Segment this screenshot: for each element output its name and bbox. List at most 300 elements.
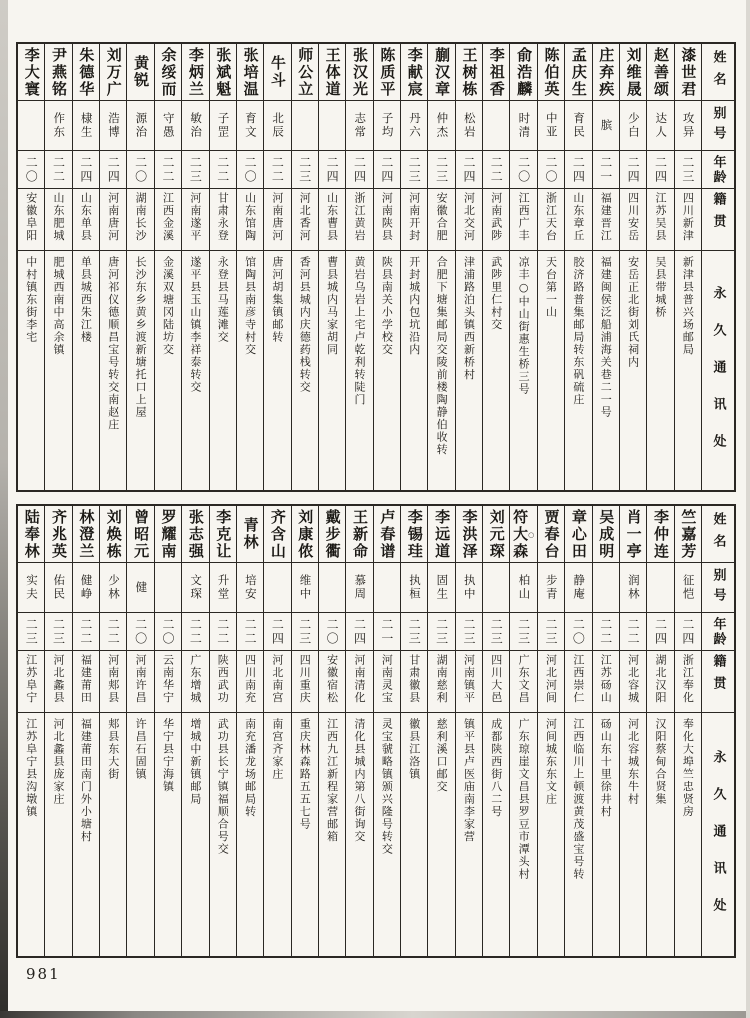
person-age: 二四: [653, 155, 668, 184]
name-cell: [647, 44, 673, 101]
native-place-cell: [620, 651, 646, 713]
person-column: [236, 506, 263, 956]
native-place-cell: [73, 189, 99, 251]
person-alias: 润林: [626, 574, 641, 601]
header-column: [701, 506, 734, 956]
person-native-place: 河南武陟: [489, 192, 503, 242]
person-name: 尹燕铭: [50, 46, 69, 98]
person-age: 二四: [680, 617, 695, 646]
alias-cell: [428, 101, 454, 151]
header-address-cell: [702, 713, 734, 956]
age-cell: [620, 613, 646, 651]
age-cell: [428, 151, 454, 189]
person-alias: 攻异: [681, 112, 696, 139]
native-place-cell: [45, 189, 71, 251]
person-native-place: 四川安岳: [626, 192, 640, 242]
alias-cell: [210, 563, 236, 613]
person-address: 郏县东大街: [106, 718, 120, 781]
person-age: 二四: [352, 155, 367, 184]
person-age: 二三: [516, 617, 531, 646]
alias-cell: [264, 563, 290, 613]
age-cell: [401, 613, 427, 651]
age-cell: [264, 613, 290, 651]
native-place-cell: [210, 651, 236, 713]
address-cell: [593, 251, 619, 490]
address-cell: [210, 251, 236, 490]
person-name: 刘万广: [104, 46, 123, 98]
person-name: 张汉光: [351, 46, 369, 98]
person-native-place: 湖南慈利: [435, 654, 449, 704]
person-age: 二三: [407, 617, 422, 646]
name-cell: [18, 44, 44, 101]
person-alias: 执桓: [407, 574, 422, 601]
person-age: 二三: [188, 155, 203, 184]
person-address: 胶济路普集邮局转东矾硫庄: [571, 256, 585, 406]
alias-cell: [45, 101, 71, 151]
person-name: 李克让: [214, 508, 233, 560]
age-cell: [127, 151, 153, 189]
native-place-cell: [374, 651, 400, 713]
native-place-cell: [292, 189, 318, 251]
person-native-place: 陕西武功: [216, 654, 230, 704]
name-cell: [428, 44, 454, 101]
address-cell: [100, 713, 126, 956]
name-cell: [127, 506, 153, 563]
page-number: 981: [26, 965, 61, 983]
person-column: [154, 506, 181, 956]
person-address: 金溪双塘冈陆坊交: [161, 256, 175, 356]
person-name: 庄弃疾: [597, 46, 616, 98]
alias-cell: [456, 563, 482, 613]
age-cell: [401, 151, 427, 189]
name-cell: [374, 506, 400, 563]
native-place-cell: [346, 651, 372, 713]
person-age: 二三: [297, 617, 312, 646]
person-name: 李洪泽: [460, 508, 479, 560]
person-native-place: 河北蠡县: [52, 654, 66, 704]
header-native-label: 籍贯: [710, 654, 726, 698]
name-cell: [538, 44, 564, 101]
native-place-cell: [237, 651, 263, 713]
address-cell: [538, 251, 564, 490]
address-cell: [346, 713, 372, 956]
person-age: 二四: [78, 155, 93, 184]
native-place-cell: [675, 189, 701, 251]
person-address: 吴县带城桥: [653, 256, 667, 319]
person-address: 江西临川上顿渡黄茂盛宝号转: [571, 718, 585, 881]
name-cell: [428, 506, 454, 563]
age-cell: [18, 151, 44, 189]
person-native-place: 河南陕县: [380, 192, 394, 242]
person-column: [646, 44, 673, 490]
name-cell: [675, 44, 701, 101]
alias-cell: [428, 563, 454, 613]
person-age: 二四: [379, 155, 394, 184]
person-alias: 浩博: [107, 112, 122, 139]
person-native-place: 河南清化: [353, 654, 366, 704]
person-address: 重庆林森路五五七号: [298, 718, 312, 831]
name-cell: [18, 506, 44, 563]
header-address-cell: [702, 251, 734, 490]
name-cell: [100, 506, 126, 563]
native-place-cell: [292, 651, 318, 713]
header-alias-label: 别号: [710, 105, 726, 146]
person-address: 江西九江新程家营邮箱: [325, 718, 339, 843]
person-name: 卢春谱: [378, 508, 397, 560]
name-cell: [647, 506, 673, 563]
register-table-bottom: [16, 504, 736, 958]
person-column: [373, 44, 400, 490]
person-address: 唐河胡集镇邮转: [270, 256, 284, 344]
person-column: [427, 44, 454, 490]
person-alias: 培安: [243, 574, 258, 601]
header-age-cell: [702, 613, 734, 651]
alias-cell: [18, 563, 44, 613]
person-alias: 执中: [462, 574, 477, 601]
address-cell: [182, 713, 208, 956]
age-cell: [100, 613, 126, 651]
person-name: 刘元琛: [487, 508, 506, 560]
address-cell: [456, 251, 482, 490]
name-cell: [292, 44, 318, 101]
address-cell: [647, 251, 673, 490]
person-column: [291, 44, 318, 490]
person-name: 俞浩麟: [515, 46, 534, 98]
alias-cell: [538, 563, 564, 613]
name-cell: [127, 44, 153, 101]
person-name: 王体道: [323, 46, 342, 98]
alias-cell: [647, 563, 673, 613]
age-cell: [155, 613, 181, 651]
alias-cell: [483, 101, 509, 151]
person-age: 二二: [626, 617, 641, 646]
person-age: 二三: [51, 617, 66, 646]
person-age: 二〇: [133, 155, 148, 184]
person-address: 镇平县卢医庙南李家营: [462, 718, 476, 843]
age-cell: [346, 151, 372, 189]
person-native-place: 河南郏县: [106, 654, 120, 704]
native-place-cell: [319, 651, 345, 713]
person-address: 永登县马莲滩交: [216, 256, 230, 344]
person-age: 二三: [297, 155, 312, 184]
person-alias: 慕周: [353, 574, 368, 601]
alias-cell: [182, 563, 208, 613]
age-cell: [538, 613, 564, 651]
name-cell: [264, 506, 290, 563]
alias-cell: [565, 101, 591, 151]
person-alias: 松岩: [462, 112, 477, 139]
age-cell: [593, 151, 619, 189]
address-cell: [565, 251, 591, 490]
name-cell: [155, 44, 181, 101]
person-name: 李炳兰: [186, 46, 205, 98]
person-column: [619, 44, 646, 490]
header-alias-cell: [702, 563, 734, 613]
native-place-cell: [100, 189, 126, 251]
person-address: 增城中新镇邮局: [188, 718, 202, 806]
name-cell: [155, 506, 181, 563]
person-name: 罗耀南: [159, 508, 178, 560]
age-cell: [210, 613, 236, 651]
name-cell: [401, 44, 427, 101]
person-native-place: 广东文昌: [517, 654, 531, 704]
age-cell: [483, 613, 509, 651]
person-native-place: 江西崇仁: [571, 654, 585, 704]
person-native-place: 河南镇平: [462, 654, 476, 704]
person-alias: 守愚: [161, 112, 176, 139]
person-age: 二〇: [243, 155, 258, 184]
alias-cell: [319, 563, 345, 613]
native-place-cell: [565, 651, 591, 713]
address-cell: [483, 251, 509, 490]
address-cell: [45, 251, 71, 490]
person-column: [427, 506, 454, 956]
address-cell: [319, 251, 345, 490]
alias-cell: [374, 101, 400, 151]
person-name: 刘康侬: [296, 508, 315, 560]
alias-cell: [127, 563, 153, 613]
person-address: 南宫齐家庄: [270, 718, 284, 781]
person-name: 李大寰: [22, 46, 41, 98]
name-cell: [264, 44, 290, 101]
address-cell: [374, 713, 400, 956]
person-column: [400, 44, 427, 490]
name-cell: [182, 506, 208, 563]
person-name: 曾昭元: [132, 508, 151, 560]
alias-cell: [675, 563, 701, 613]
person-alias: 棣生: [79, 112, 94, 139]
native-place-cell: [647, 189, 673, 251]
native-place-cell: [647, 651, 673, 713]
alias-cell: [100, 563, 126, 613]
native-place-cell: [374, 189, 400, 251]
person-name: 林澄兰: [77, 508, 96, 560]
person-column: [236, 44, 263, 490]
person-native-place: 湖南长沙: [134, 192, 148, 242]
native-place-cell: [155, 189, 181, 251]
native-place-cell: [483, 189, 509, 251]
person-column: [400, 506, 427, 956]
person-name: 张培温: [241, 46, 260, 98]
person-age: 二三: [434, 155, 449, 184]
person-column: [537, 44, 564, 490]
person-alias: 子均: [380, 112, 395, 139]
name-cell: [210, 506, 236, 563]
person-native-place: 河南开封: [407, 192, 421, 242]
person-alias: 源治: [134, 112, 149, 139]
person-name: 李祖香: [487, 46, 506, 98]
address-cell: [237, 251, 263, 490]
native-place-cell: [182, 651, 208, 713]
age-cell: [264, 151, 290, 189]
person-name: 刘维晟: [624, 46, 643, 98]
native-place-cell: [483, 651, 509, 713]
person-alias: 作东: [52, 112, 67, 139]
person-name: 师公立: [296, 46, 315, 98]
person-address: 开封城内包坑沿内: [407, 256, 421, 356]
person-name: 陈质平: [378, 46, 397, 98]
person-native-place: 河南唐河: [106, 192, 120, 242]
person-name: 牛斗: [268, 55, 287, 89]
native-place-cell: [264, 189, 290, 251]
person-native-place: 山东单县: [79, 192, 93, 242]
person-column: [181, 44, 208, 490]
alias-cell: [538, 101, 564, 151]
name-cell: [593, 44, 619, 101]
person-name: 陈伯英: [542, 46, 561, 98]
age-cell: [319, 151, 345, 189]
name-cell: [237, 506, 263, 563]
person-column: [263, 506, 290, 956]
person-name: 李仲连: [651, 508, 670, 560]
name-cell: [45, 506, 71, 563]
person-native-place: 江苏吴县: [653, 192, 667, 242]
header-address-label: 永久通讯处: [710, 285, 726, 471]
age-cell: [483, 151, 509, 189]
person-age: 二〇: [544, 155, 559, 184]
person-alias: 子罡: [216, 112, 231, 139]
alias-cell: [510, 563, 536, 613]
person-name: 贾春台: [542, 508, 561, 560]
person-age: 二三: [407, 155, 422, 184]
name-cell: [100, 44, 126, 101]
person-name: 戴步衢: [323, 508, 342, 560]
alias-cell: [155, 563, 181, 613]
person-column: [291, 506, 318, 956]
alias-cell: [73, 101, 99, 151]
alias-cell: [346, 101, 372, 151]
person-address: 曹县城内马家胡同: [325, 256, 339, 356]
header-age-label: 年龄: [710, 616, 726, 647]
native-place-cell: [456, 651, 482, 713]
age-cell: [127, 613, 153, 651]
person-native-place: 山东肥城: [52, 192, 66, 242]
alias-cell: [155, 101, 181, 151]
person-address: 唐河祁仪德顺昌宝号转交南赵庄: [106, 256, 120, 431]
name-cell: [620, 506, 646, 563]
name-cell: [346, 506, 372, 563]
person-column: [373, 506, 400, 956]
person-address: 奉化大埠竺忠贤房: [681, 718, 695, 818]
person-column: [18, 506, 44, 956]
name-cell: [456, 506, 482, 563]
person-native-place: 甘肃徽县: [407, 654, 421, 704]
person-column: [619, 506, 646, 956]
person-address: 徽县江洛镇: [407, 718, 421, 781]
person-alias: 静庵: [572, 574, 587, 601]
name-cell: [675, 506, 701, 563]
person-column: [99, 44, 126, 490]
person-alias: 敏治: [189, 112, 204, 139]
address-cell: [155, 251, 181, 490]
person-name: 青林: [241, 517, 260, 551]
header-native-cell: [702, 189, 734, 251]
person-age: 二〇: [516, 155, 531, 184]
age-cell: [210, 151, 236, 189]
person-alias: 固生: [435, 574, 450, 601]
address-cell: [538, 713, 564, 956]
person-address: 天台第一山: [544, 256, 558, 319]
address-cell: [292, 251, 318, 490]
person-address: 馆陶县南彦寺村交: [243, 256, 257, 356]
person-age: 二二: [598, 617, 613, 646]
person-age: 二〇: [160, 617, 175, 646]
person-column: [564, 506, 591, 956]
alias-cell: [127, 101, 153, 151]
alias-cell: [45, 563, 71, 613]
person-column: [482, 44, 509, 490]
person-name: 张志强: [186, 508, 205, 560]
person-native-place: 浙江奉化: [681, 654, 695, 704]
age-cell: [319, 613, 345, 651]
person-alias: 达人: [654, 112, 669, 139]
address-cell: [127, 251, 153, 490]
person-alias: 升堂: [216, 574, 231, 601]
native-place-cell: [565, 189, 591, 251]
alias-cell: [292, 563, 318, 613]
person-age: 二四: [571, 155, 586, 184]
header-name-cell: [702, 506, 734, 563]
person-column: [209, 506, 236, 956]
native-place-cell: [428, 189, 454, 251]
native-place-cell: [264, 651, 290, 713]
native-place-cell: [18, 189, 44, 251]
address-cell: [593, 713, 619, 956]
person-native-place: 江西金溪: [161, 192, 175, 242]
person-column: [126, 506, 153, 956]
person-alias: 少林: [107, 574, 122, 601]
alias-cell: [510, 101, 536, 151]
person-alias: 佑民: [52, 574, 67, 601]
person-address: 新津县普兴场邮局: [681, 256, 695, 356]
age-cell: [45, 613, 71, 651]
person-column: [99, 506, 126, 956]
person-column: [509, 44, 536, 490]
age-cell: [593, 613, 619, 651]
name-cell: [210, 44, 236, 101]
header-native-label: 籍贯: [710, 192, 726, 236]
person-native-place: 河北南宫: [270, 654, 284, 704]
person-age: 二四: [325, 155, 340, 184]
alias-cell: [620, 563, 646, 613]
name-cell: [45, 44, 71, 101]
person-native-place: 江苏阜宁: [24, 654, 38, 704]
person-native-place: 浙江黄岩: [353, 192, 366, 242]
person-age: 二二: [215, 155, 230, 184]
alias-cell: [593, 101, 619, 151]
age-cell: [346, 613, 372, 651]
person-address: 河北容城东牛村: [626, 718, 640, 806]
person-age: 二四: [270, 617, 285, 646]
person-column: [646, 506, 673, 956]
age-cell: [374, 151, 400, 189]
person-address: 灵宝虢略镇颁兴隆号转交: [380, 718, 394, 856]
person-native-place: 江西广丰: [517, 192, 531, 242]
age-cell: [374, 613, 400, 651]
person-age: 二二: [106, 617, 121, 646]
person-native-place: 四川重庆: [298, 654, 312, 704]
native-place-cell: [210, 189, 236, 251]
name-cell: [538, 506, 564, 563]
person-column: [18, 44, 44, 490]
person-native-place: 甘肃永登: [216, 192, 230, 242]
person-name: 齐兆英: [50, 508, 69, 560]
person-column: [674, 506, 701, 956]
person-age: 二四: [461, 155, 476, 184]
person-address: 陕县南关小学校交: [380, 256, 394, 356]
header-alias-cell: [702, 101, 734, 151]
person-age: 二四: [352, 617, 367, 646]
